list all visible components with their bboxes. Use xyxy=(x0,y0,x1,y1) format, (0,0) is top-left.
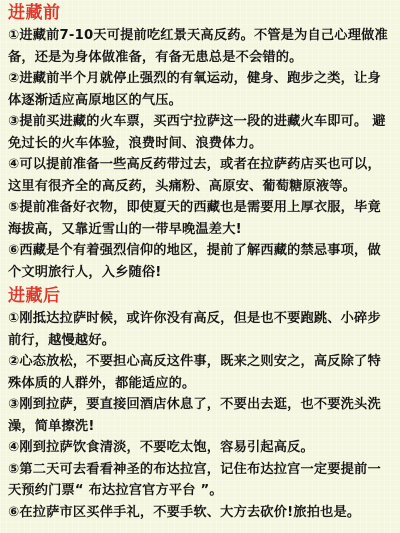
tip-item: ⑥西藏是个有着强烈信仰的地区，提前了解西藏的禁忌事项，做个文明旅行人，入乡随俗! xyxy=(8,243,381,280)
tip-item: ⑥在拉萨市区买伴手礼，不要手软、大方去砍价!旅拍也是。 xyxy=(8,504,361,520)
section-title-after: 进藏后 xyxy=(8,286,61,306)
tip-item: ①进藏前7-10天可提前吃红景天高反药。不管是为自己心理做准备，还是为身体做准备，有备无患总是不会错的。 xyxy=(8,28,388,65)
section-title-before: 进藏前 xyxy=(8,3,61,23)
section-after-tibet xyxy=(8,285,392,523)
tip-item: ②进藏前半个月就停止强烈的有氧运动，健身、跑步之类，让身体逐渐适应高原地区的气压。 xyxy=(8,71,381,108)
tip-item: ③刚到拉萨，要直接回酒店休息了，不要出去逛，也不要洗头洗澡，简单擦洗! xyxy=(8,397,381,434)
section-before-tibet xyxy=(8,2,392,283)
tip-item: ④刚到拉萨饮食清淡，不要吃太饱，容易引起高反。 xyxy=(8,440,314,455)
tip-item: ⑤第二天可去看看神圣的布达拉宫，记住布达拉宫一定要提前一天预约门票“ 布达拉宫官方平台 ”。 xyxy=(8,461,381,498)
tip-item: ③提前买进藏的火车票，买西宁拉萨这一段的进藏火车即可。 避免过长的火车体验，浪费时间、浪费体力。 xyxy=(8,114,386,151)
tip-item: ④可以提前准备一些高反药带过去，或者在拉萨药店买也可以，这里有很齐全的高反药，头痛粉、高原安、葡萄糖原液等。 xyxy=(8,157,381,194)
tip-item: ⑤提前准备好衣物，即使夏天的西藏也是需要用上厚衣服，毕竟海拔高，又靠近雪山的一带早晚温差大! xyxy=(8,200,381,237)
tip-item: ①刚抵达拉萨时候，或许你没有高反，但是也不要跑跳、小碎步前行，越慢越好。 xyxy=(8,311,381,348)
tip-item: ②心态放松，不要担心高反这件事，既来之则安之，高反除了特殊体质的人群外，都能适应的。 xyxy=(8,354,381,391)
tips-list-after xyxy=(8,308,392,523)
tips-list-before xyxy=(8,25,392,283)
